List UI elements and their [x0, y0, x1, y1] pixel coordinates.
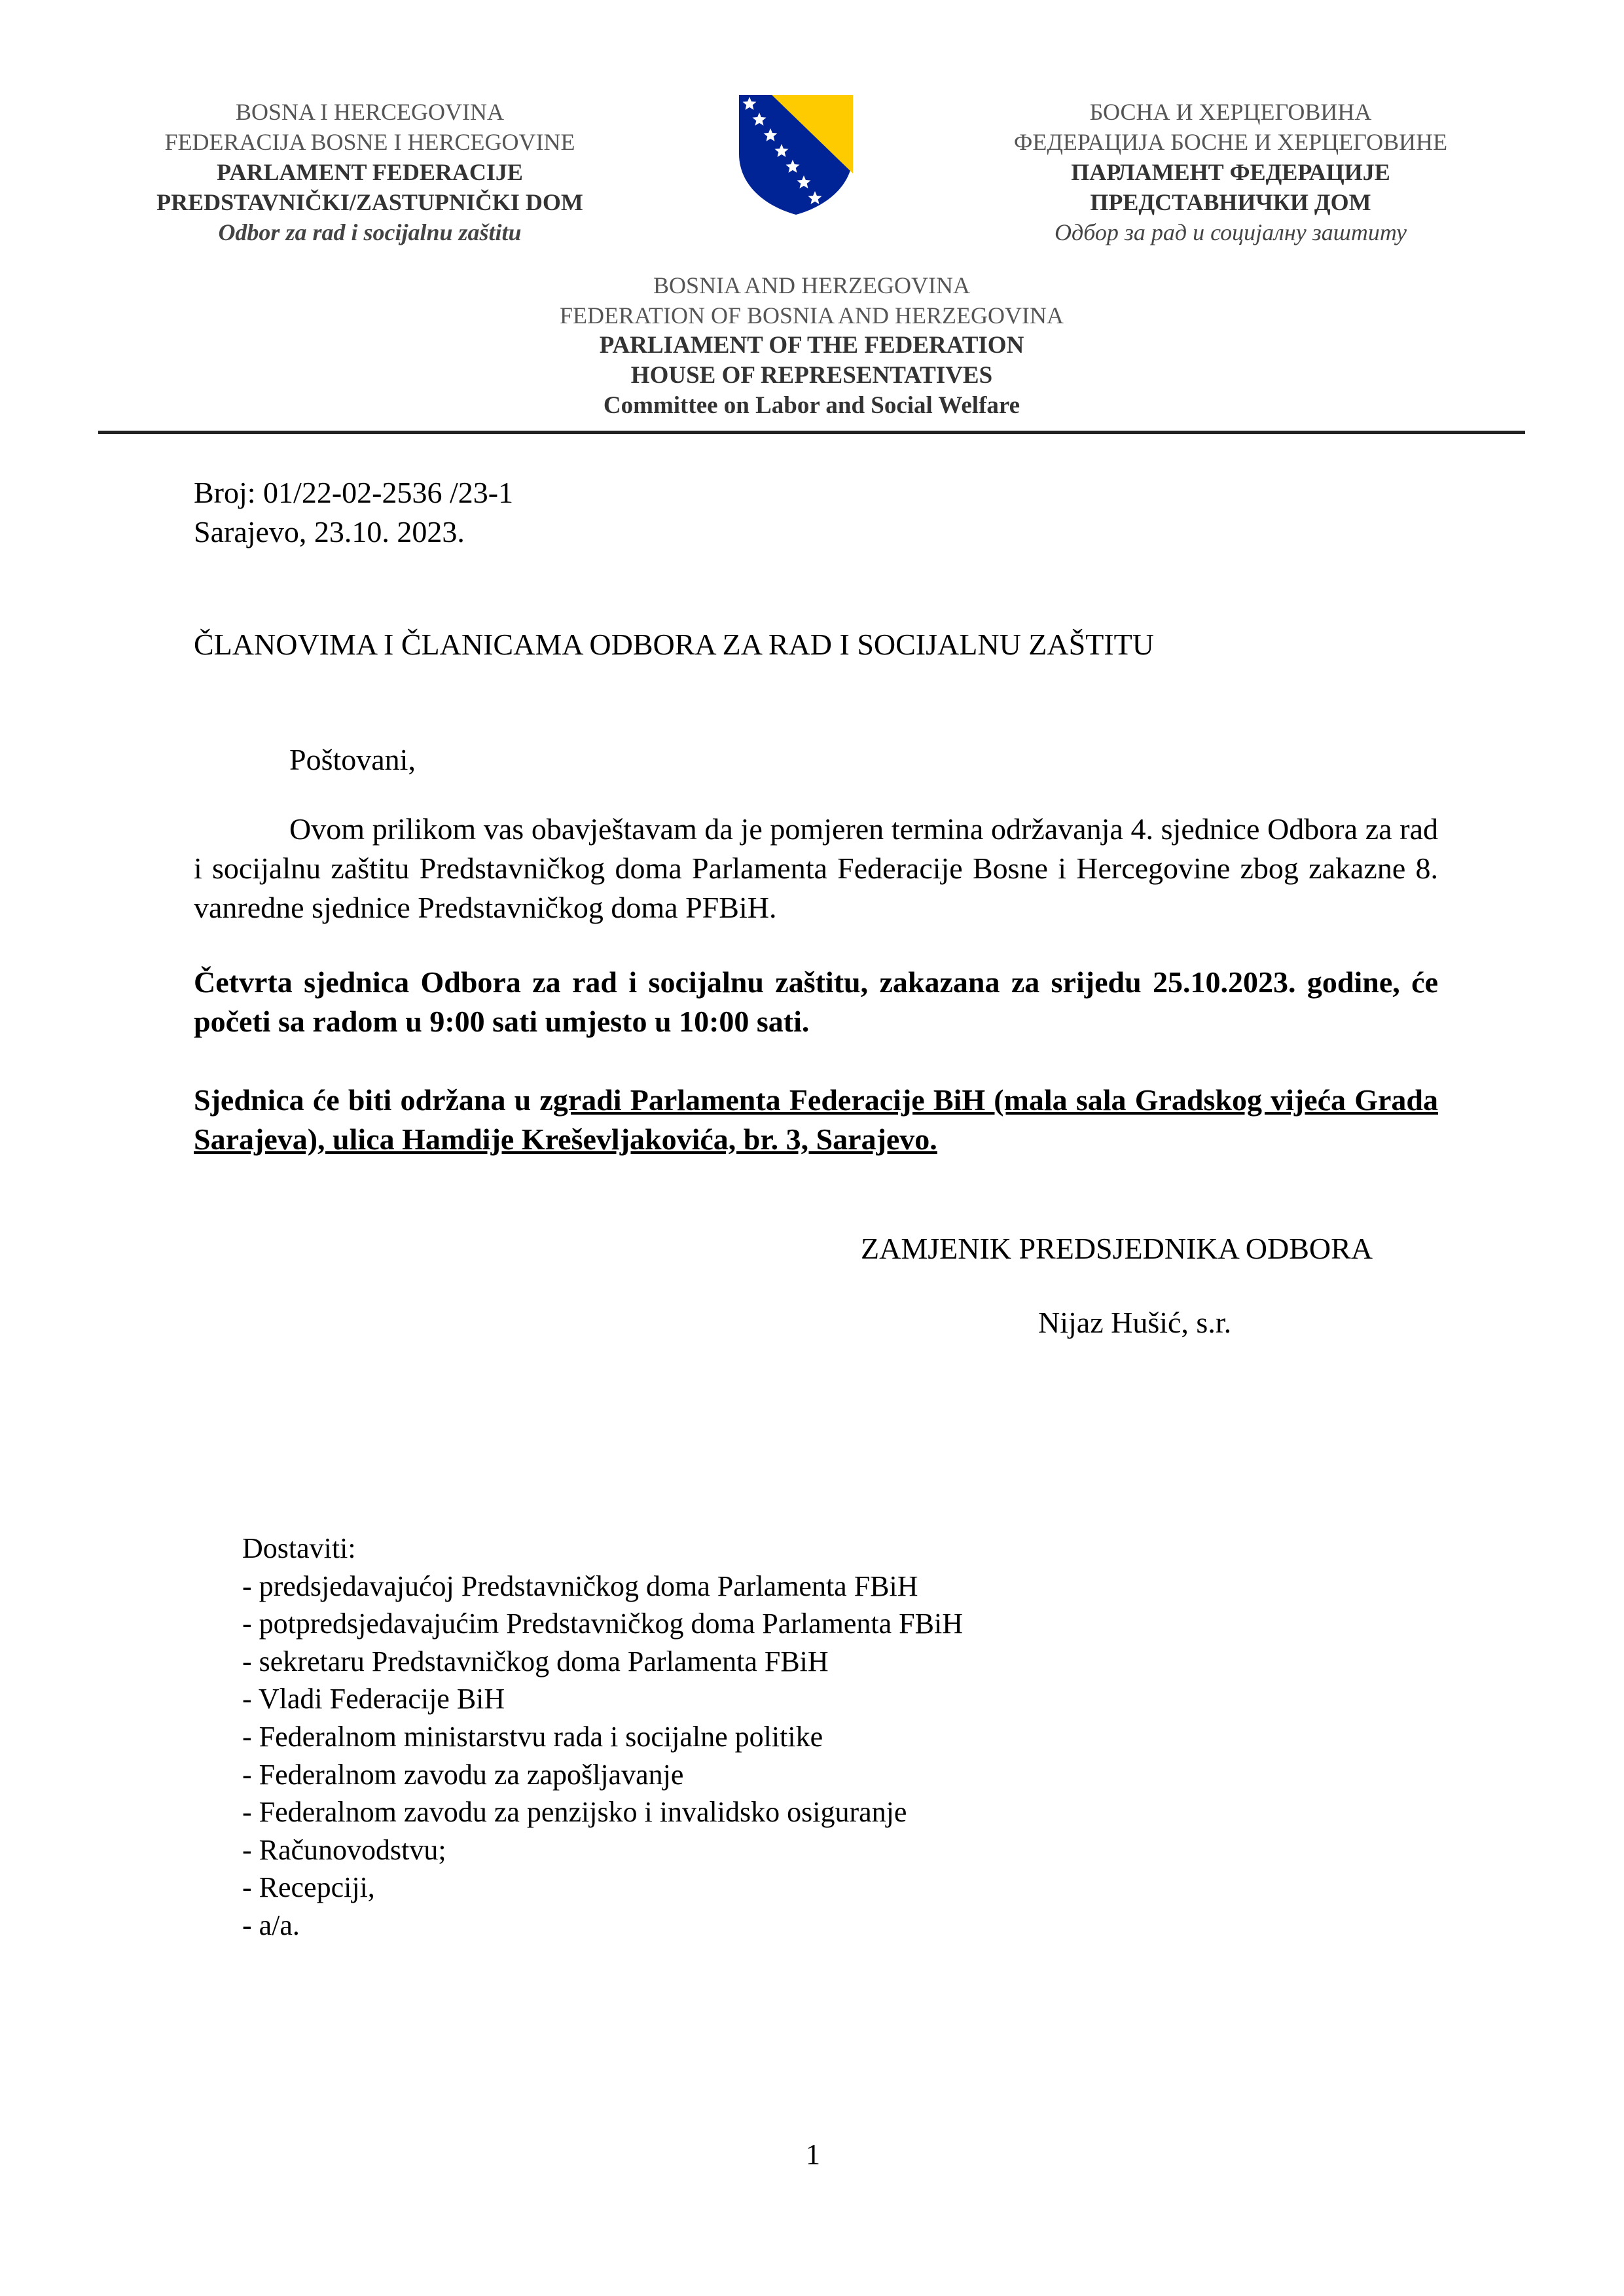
list-item: - potpredsjedavajućim Predstavničkog doma Parlamenta FBiH	[242, 1607, 963, 1640]
letterhead-latin-line2: FEDERACIJA BOSNE I HERCEGOVINE	[164, 129, 575, 155]
place-date: Sarajevo, 23.10. 2023.	[194, 515, 465, 548]
letterhead-english-line5: Committee on Labor and Social Welfare	[603, 392, 1020, 419]
letterhead-english-line3: PARLIAMENT OF THE FEDERATION	[599, 332, 1024, 359]
letterhead-cyrillic-line4: ПРЕДСТАВНИЧКИ ДОМ	[1090, 189, 1371, 215]
signature-name: Nijaz Hušić, s.r.	[1038, 1306, 1232, 1339]
letterhead-english-line1: BOSNIA AND HERZEGOVINA	[653, 272, 970, 298]
distribution-heading: Dostaviti:	[242, 1532, 356, 1564]
letterhead-cyrillic-line5: Одбор за рад и социјалну заштиту	[1054, 219, 1407, 245]
letterhead-english-line2: FEDERATION OF BOSNIA AND HERZEGOVINA	[559, 302, 1064, 329]
coat-of-arms-icon	[738, 94, 854, 216]
reference-block	[194, 473, 513, 552]
list-item: - Federalnom zavodu za zapošljavanje	[242, 1758, 684, 1791]
letterhead-latin-line1: BOSNA I HERCEGOVINA	[235, 99, 504, 125]
paragraph-3-prefix: Sjednica će biti održana u z	[194, 1083, 553, 1117]
letterhead-cyrillic-line1: БОСНА И ХЕРЦЕГОВИНА	[1089, 99, 1372, 125]
letterhead-english-line4: HOUSE OF REPRESENTATIVES	[630, 362, 993, 389]
list-item: - Računovodstvu;	[242, 1833, 446, 1866]
list-item: - Federalnom ministarstvu rada i socijalne politike	[242, 1720, 823, 1753]
letterhead-latin	[98, 97, 641, 247]
body-paragraph-3	[194, 1081, 1438, 1159]
letterhead-latin-line5: Odbor za rad i socijalnu zaštitu	[218, 219, 522, 245]
list-item: - predsjedavajućoj Predstavničkog doma Parlamenta FBiH	[242, 1570, 918, 1602]
letterhead-latin-line3: PARLAMENT FEDERACIJE	[217, 159, 523, 185]
list-item: - Federalnom zavodu za penzijsko i invalidsko osiguranje	[242, 1796, 907, 1829]
list-item: - Vladi Federacije BiH	[242, 1683, 505, 1715]
reference-number: Broj: 01/22-02-2536 /23-1	[194, 476, 514, 509]
letterhead-latin-line4: PREDSTAVNIČKI/ZASTUPNIČKI DOM	[156, 189, 583, 215]
list-item: - Recepciji,	[242, 1871, 375, 1904]
signature-title: ZAMJENIK PREDSJEDNIKA ODBORA	[861, 1232, 1373, 1265]
body-paragraph-1: Ovom prilikom vas obavještavam da je pomjeren termina održavanja 4. sjednice Odbora za rad i socijalnu zaštitu Predstavničkog doma Parlamenta Federacije Bosne i Hercegovine zbog zakazne 8. vanredne sjednice Predstavničkog doma PFBiH.	[194, 812, 1438, 924]
letterhead-cyrillic-line2: ФЕДЕРАЦИЈА БОСНЕ И ХЕРЦЕГОВИНЕ	[1013, 129, 1448, 155]
addressee: ČLANOVIMA I ČLANICAMA ODBORA ZA RAD I SOCIJALNU ZAŠTITU	[194, 628, 1154, 661]
paragraph-3-location: gradi Parlamenta Federacije BiH (mala sala Gradskog vijeća Grada Sarajeva), ulica Hamdije Kreševljakovića, br. 3, Sarajevo.	[194, 1083, 1438, 1156]
list-item: - sekretaru Predstavničkog doma Parlamenta FBiH	[242, 1645, 829, 1677]
body-paragraph-2: Četvrta sjednica Odbora za rad i socijalnu zaštitu, zakazana za srijedu 25.10.2023. godine, će početi sa radom u 9:00 sati umjesto u 10:00 sati.	[194, 965, 1438, 1038]
distribution-list	[242, 1530, 963, 1945]
greeting: Poštovani,	[289, 743, 416, 776]
letterhead-cyrillic	[959, 97, 1502, 247]
header-divider	[98, 431, 1525, 434]
letterhead-cyrillic-line3: ПАРЛАМЕНТ ФЕДЕРАЦИЈЕ	[1071, 159, 1390, 185]
list-item: - a/a.	[242, 1909, 300, 1941]
page-number: 1	[806, 2138, 820, 2170]
letterhead-english	[393, 270, 1231, 421]
